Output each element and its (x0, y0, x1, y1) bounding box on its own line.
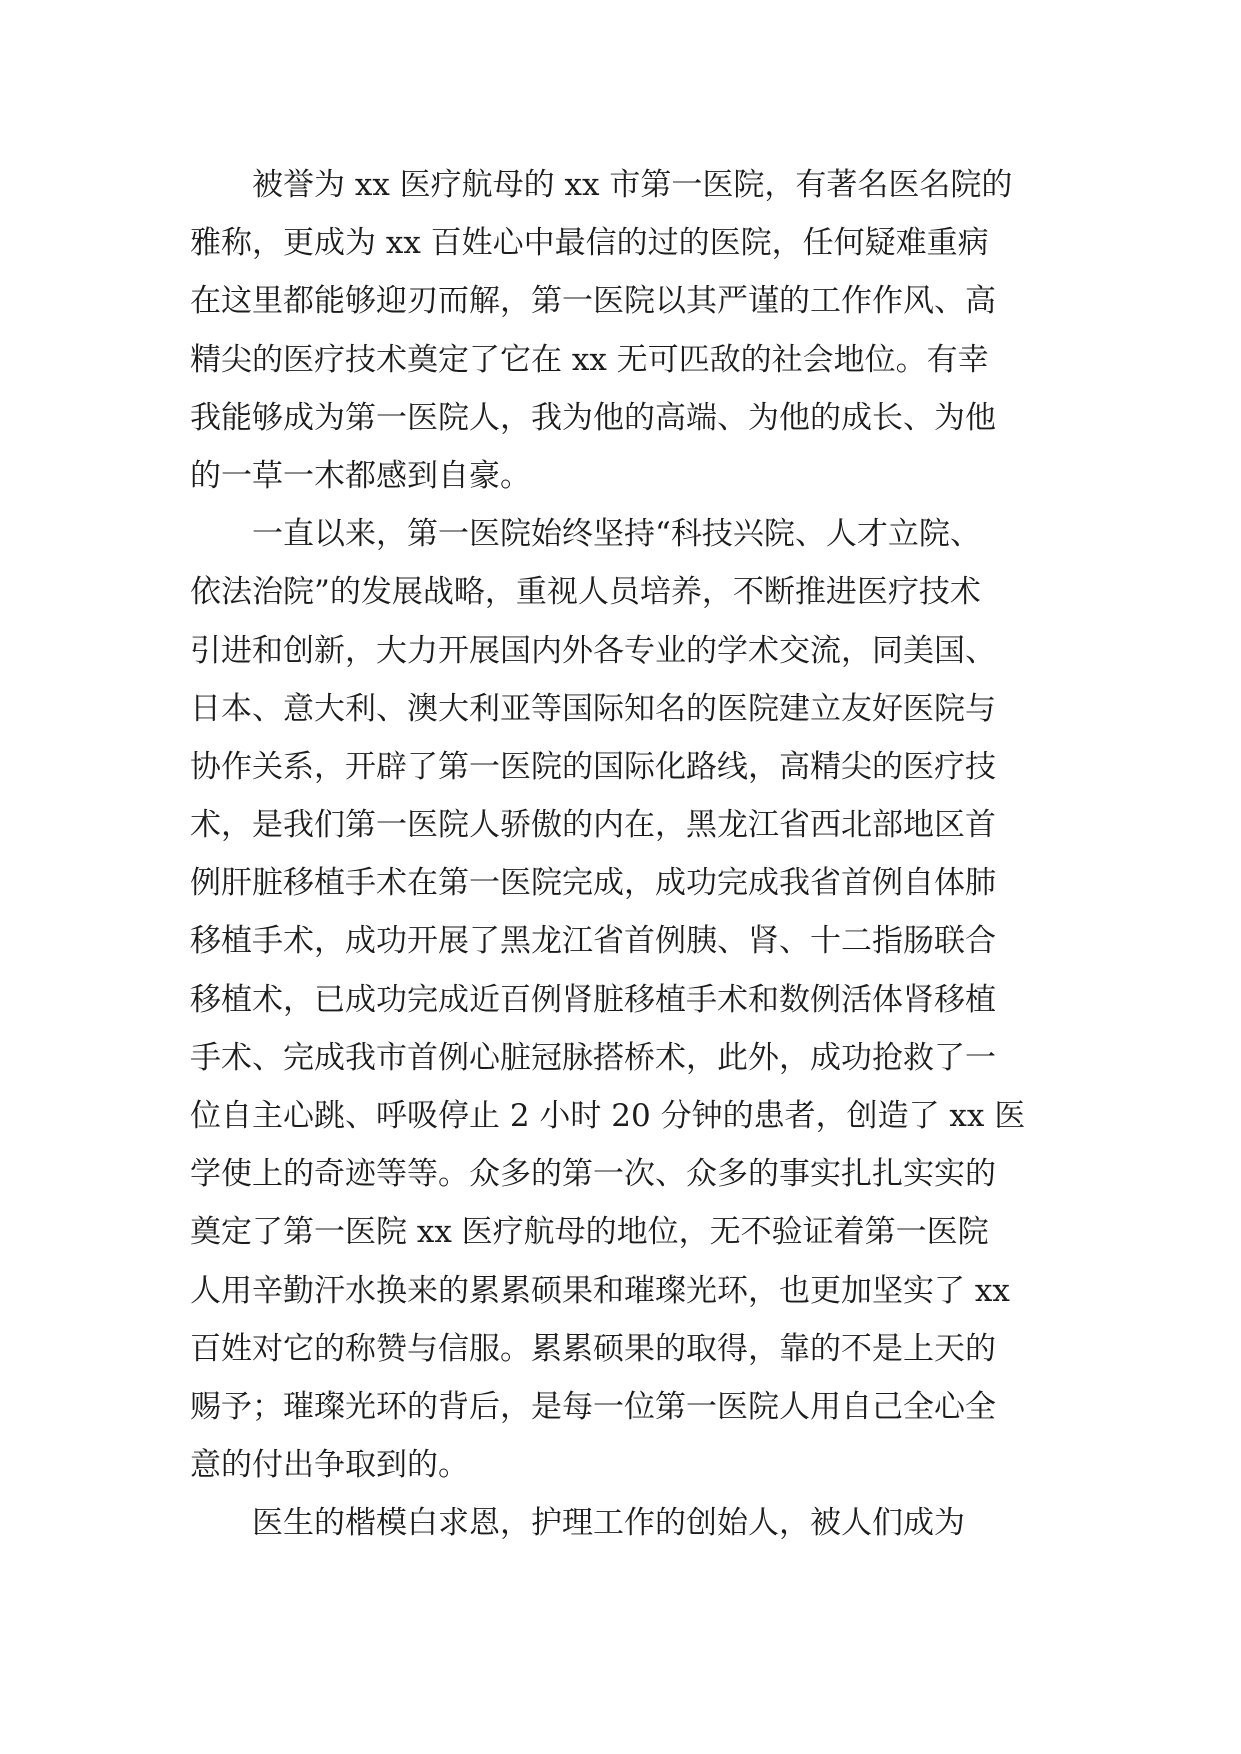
text-line: 手术、完成我市首例心脏冠脉搭桥术，此外，成功抢救了一 (190, 1039, 996, 1076)
text-line: 我能够成为第一医院人，我为他的高端、为他的成长、为他 (190, 399, 996, 436)
text-line: 意的付出争取到的。 (190, 1447, 469, 1484)
paragraph-2 (190, 505, 1050, 1494)
text-line: 雅称，更成为 xx 百姓心中最信的过的医院，任何疑难重病 (190, 225, 989, 262)
text-line: 赐予；璀璨光环的背后，是每一位第一医院人用自己全心全 (190, 1388, 996, 1425)
text-line: 医生的楷模白求恩，护理工作的创始人，被人们成为 (190, 1505, 965, 1542)
text-line: 日本、意大利、澳大利亚等国际知名的医院建立友好医院与 (190, 690, 996, 727)
text-line: 在这里都能够迎刃而解，第一医院以其严谨的工作作风、高 (190, 283, 996, 320)
text-line: 例肝脏移植手术在第一医院完成，成功完成我省首例自体肺 (190, 865, 996, 902)
text-line: 学使上的奇迹等等。众多的第一次、众多的事实扎扎实实的 (190, 1156, 996, 1193)
paragraph-1 (190, 156, 1050, 505)
text-line: 一直以来，第一医院始终坚持“科技兴院、人才立院、 (190, 516, 981, 553)
text-line: 百姓对它的称赞与信服。累累硕果的取得，靠的不是上天的 (190, 1330, 996, 1367)
text-line: 依法治院”的发展战略，重视人员培养，不断推进医疗技术 (190, 574, 981, 611)
text-line: 人用辛勤汗水换来的累累硕果和璀璨光环，也更加坚实了 xx (190, 1272, 1010, 1309)
text-line: 精尖的医疗技术奠定了它在 xx 无可匹敌的社会地位。有幸 (190, 341, 989, 378)
text-line: 协作关系，开辟了第一医院的国际化路线，高精尖的医疗技 (190, 748, 996, 785)
paragraph-3 (190, 1494, 1050, 1552)
text-line: 移植手术，成功开展了黑龙江省首例胰、肾、十二指肠联合 (190, 923, 996, 960)
text-line: 被誉为 xx 医疗航母的 xx 市第一医院，有著名医名院的 (190, 167, 1013, 203)
text-line: 引进和创新，大力开展国内外各专业的学术交流，同美国、 (190, 632, 996, 669)
text-line: 奠定了第一医院 xx 医疗航母的地位，无不验证着第一医院 (190, 1214, 989, 1251)
text-line: 位自主心跳、呼吸停止 2 小时 20 分钟的患者，创造了 xx 医 (190, 1098, 1026, 1134)
document-body (190, 156, 1050, 1553)
text-line: 移植术，已成功完成近百例肾脏移植手术和数例活体肾移植 (190, 981, 996, 1018)
text-line: 的一草一木都感到自豪。 (190, 457, 531, 494)
text-line: 术，是我们第一医院人骄傲的内在，黑龙江省西北部地区首 (190, 807, 996, 844)
